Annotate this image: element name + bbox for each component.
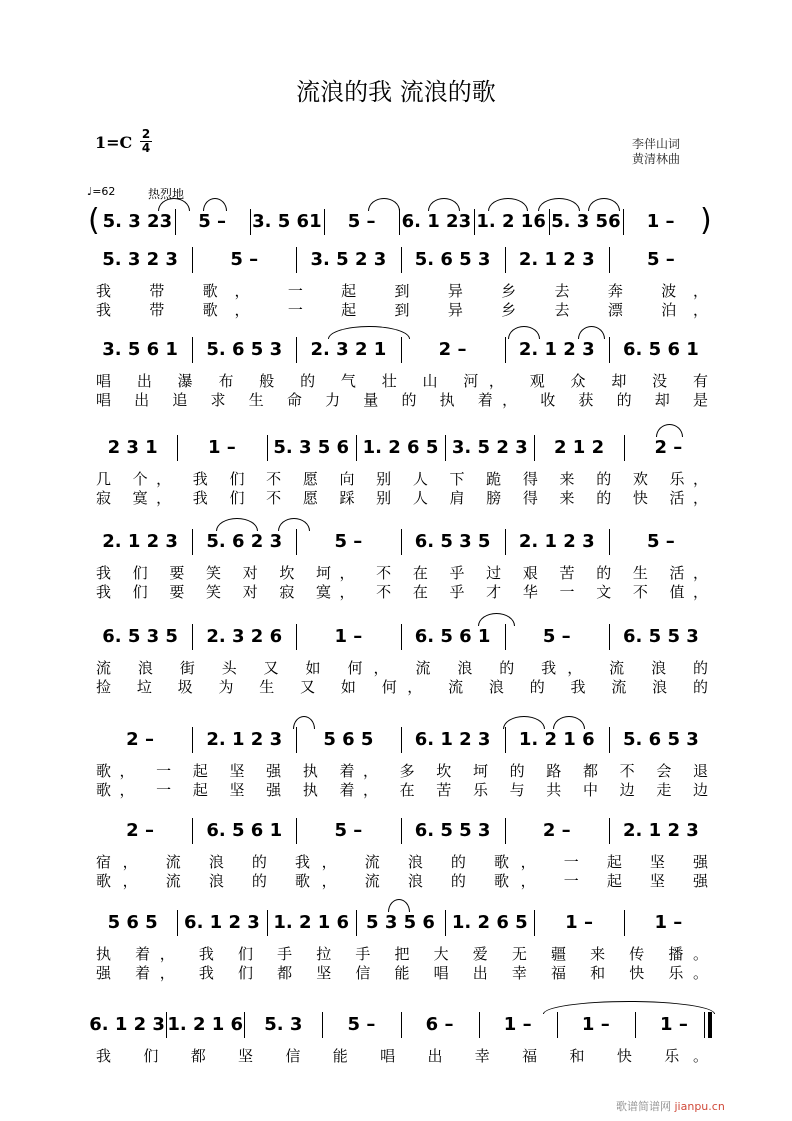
lyric-line: 宿， 流 浪 的 我， 流 浪 的 歌， 一 起 坚 强 (96, 853, 708, 871)
watermark-cn: 歌谱简谱网 (616, 1100, 671, 1113)
slur-mark (216, 518, 258, 531)
credits (632, 137, 680, 167)
barline (267, 910, 268, 936)
barline (356, 910, 357, 936)
lyric-line: 歌， 一 起 坚 强 执 着， 多 坎 坷 的 路 都 不 会 退 (96, 762, 708, 780)
barline (609, 727, 610, 753)
measure: 5. 3 5 6 (273, 437, 350, 458)
barline (505, 727, 506, 753)
score-row (88, 433, 713, 513)
measure: 6. 5 6 1 (206, 820, 283, 841)
barline (192, 818, 193, 844)
measure: 6. 5 5 3 (414, 820, 491, 841)
slur-mark (203, 198, 227, 211)
barline (401, 1012, 402, 1038)
watermark (616, 1098, 725, 1114)
note-line (88, 1010, 713, 1040)
barline (192, 337, 193, 363)
barline (401, 727, 402, 753)
measure: 5 – (334, 531, 363, 552)
barline (505, 624, 506, 650)
lyric-line: 歌， 流 浪 的 歌， 流 浪 的 歌， 一 起 坚 强 (96, 872, 708, 890)
barline (177, 910, 178, 936)
repeat-open-paren: ( (88, 203, 100, 238)
slur-mark (428, 198, 460, 211)
slur-mark (508, 326, 540, 339)
barline (296, 624, 297, 650)
lyric-line: 执 着， 我 们 手 拉 手 把 大 爱 无 疆 来 传 播。 (96, 945, 708, 963)
final-barline-thin (704, 1012, 705, 1038)
score-row (88, 908, 713, 988)
barline (296, 818, 297, 844)
measure: 5. 6 2 3 (206, 531, 283, 552)
barline (624, 910, 625, 936)
barline (557, 1012, 558, 1038)
slur-mark (553, 716, 585, 729)
measure: 6. 5 6 1 (623, 339, 699, 360)
measure: 1. 2 16 (476, 211, 546, 232)
measure: 6. 5 3 5 (102, 626, 178, 647)
measure: 2. 1 2 3 (623, 820, 699, 841)
barline (624, 435, 625, 461)
measure: 5 – (230, 249, 259, 270)
slur-mark (543, 1001, 715, 1014)
slur-mark (328, 326, 410, 339)
lyric-line: 流 浪 街 头 又 如 何， 流 浪 的 我， 流 浪 的 (96, 659, 708, 677)
page-title: 流浪的我 流浪的歌 (296, 78, 496, 106)
measure: 5 – (647, 531, 675, 552)
note-line (88, 335, 713, 365)
measure: 1 – (660, 1014, 688, 1035)
barline (177, 435, 178, 461)
lyric-line: 我 们 要 笑 对 坎 坷， 不 在 乎 过 艰 苦 的 生 活， (96, 564, 708, 582)
measure: 3. 5 61 (252, 211, 322, 232)
measure: 2. 1 2 3 (518, 249, 595, 270)
lyric-line: 我 带 歌， 一 起 到 异 乡 去 奔 波， (96, 282, 708, 300)
measure: 6. 1 2 3 (414, 729, 491, 750)
barline (324, 209, 325, 235)
measure: 5. 6 5 3 (206, 339, 283, 360)
measure: 1. 2 6 5 (451, 912, 528, 933)
composer: 黄清林曲 (632, 152, 681, 166)
barline (534, 910, 535, 936)
expression-marking: 热烈地 (148, 187, 185, 201)
barline (192, 529, 193, 555)
lyric-line: 我 们 要 笑 对 寂 寞， 不 在 乎 才 华 一 文 不 值， (96, 583, 708, 601)
barline (356, 435, 357, 461)
note-line (88, 622, 713, 652)
measure: 6. 1 23 (401, 211, 472, 232)
measure: 1 – (654, 912, 683, 933)
barline (401, 624, 402, 650)
barline (296, 529, 297, 555)
measure: 5 – (334, 820, 363, 841)
measure: 5 6 5 (107, 912, 158, 933)
barline (609, 624, 610, 650)
measure: 6. 1 2 3 (184, 912, 260, 933)
measure: 6. 1 2 3 (89, 1014, 165, 1035)
barline (534, 435, 535, 461)
slur-mark (368, 198, 400, 211)
tempo-marking: ♩=62 (87, 185, 116, 198)
score-row (88, 816, 713, 896)
measure: 5. 3 56 (551, 211, 621, 232)
barline (609, 337, 610, 363)
score-row (88, 622, 713, 702)
measure: 3. 5 2 3 (310, 249, 387, 270)
barline (505, 247, 506, 273)
barline (322, 1012, 323, 1038)
barline (296, 337, 297, 363)
measure: 5. 3 2 3 (102, 249, 178, 270)
measure: 5 – (347, 211, 376, 232)
measure: 3. 5 6 1 (102, 339, 178, 360)
score-row (88, 245, 713, 325)
measure: 3. 5 2 3 (451, 437, 528, 458)
lyric-line: 我 带 歌， 一 起 到 异 乡 去 漂 泊， (96, 301, 708, 319)
barline (192, 727, 193, 753)
barline (192, 624, 193, 650)
measure: 5 – (347, 1014, 376, 1035)
score-row (88, 1010, 713, 1090)
barline (635, 1012, 636, 1038)
note-line (88, 245, 713, 275)
barline (549, 209, 550, 235)
slur-mark (293, 716, 315, 729)
lyric-line: 我 们 都 坚 信 能 唱 出 幸 福 和 快 乐。 (96, 1047, 708, 1065)
barline (401, 247, 402, 273)
key-signature: 1=C (95, 133, 133, 152)
measure: 2. 3 2 6 (206, 626, 283, 647)
measure: 2. 3 2 1 (310, 339, 387, 360)
measure: 1 – (646, 211, 675, 232)
barline (401, 818, 402, 844)
slur-mark (538, 198, 580, 211)
slur-mark (388, 899, 410, 912)
lyric-line: 捡 垃 圾 为 生 又 如 何， 流 浪 的 我 流 浪 的 (96, 678, 708, 696)
measure: 1 – (334, 626, 363, 647)
measure: 2 – (542, 820, 571, 841)
barline (505, 818, 506, 844)
barline (445, 435, 446, 461)
barline (609, 247, 610, 273)
measure: 6. 5 3 5 (414, 531, 491, 552)
slur-mark (488, 198, 528, 211)
measure: 2 3 1 (107, 437, 158, 458)
barline (505, 529, 506, 555)
measure: 5 – (198, 211, 227, 232)
measure: 2. 1 2 3 (102, 531, 178, 552)
measure: 1 – (503, 1014, 532, 1035)
barline (623, 209, 624, 235)
barline (401, 529, 402, 555)
measure: 6 – (425, 1014, 454, 1035)
slur-mark (503, 716, 545, 729)
measure: 2 1 2 (554, 437, 605, 458)
measure: 2. 1 2 3 (518, 531, 595, 552)
watermark-site: jianpu.cn (674, 1100, 725, 1113)
measure: 6. 5 6 1 (414, 626, 491, 647)
slur-mark (588, 198, 620, 211)
note-line (88, 725, 713, 755)
measure: 6. 5 5 3 (623, 626, 699, 647)
barline (244, 1012, 245, 1038)
barline (505, 337, 506, 363)
measure: 5 – (647, 249, 675, 270)
measure: 1. 2 1 6 (518, 729, 595, 750)
slur-mark (656, 424, 683, 437)
barline (192, 247, 193, 273)
barline (250, 209, 251, 235)
measure: 2 – (126, 820, 154, 841)
measure: 2 – (438, 339, 467, 360)
measure: 1. 2 6 5 (362, 437, 439, 458)
measure: 5 3 5 6 (366, 912, 435, 933)
barline (401, 337, 402, 363)
lyric-line: 强 着， 我 们 都 坚 信 能 唱 出 幸 福 和 快 乐。 (96, 964, 708, 982)
note-line (88, 816, 713, 846)
lyric-line: 歌， 一 起 坚 强 执 着， 在 苦 乐 与 共 中 边 走 边 (96, 781, 708, 799)
barline (267, 435, 268, 461)
barline (479, 1012, 480, 1038)
note-line (88, 433, 713, 463)
barline (609, 529, 610, 555)
barline (166, 1012, 167, 1038)
lyric-line: 几 个， 我 们 不 愿 向 别 人 下 跪 得 来 的 欢 乐， (96, 470, 708, 488)
measure: 5. 6 5 3 (414, 249, 491, 270)
barline (296, 247, 297, 273)
barline (296, 727, 297, 753)
lyricist: 李伴山词 (632, 137, 681, 151)
measure: 2 – (654, 437, 683, 458)
measure: 5. 6 5 3 (623, 729, 699, 750)
slur-mark (278, 518, 310, 531)
slur-mark (578, 326, 605, 339)
final-barline-thick (708, 1012, 712, 1038)
measure: 1. 2 1 6 (273, 912, 350, 933)
measure: 1. 2 1 6 (167, 1014, 244, 1035)
measure: 1 – (565, 912, 593, 933)
measure: 2. 1 2 3 (206, 729, 283, 750)
measure: 5 6 5 (323, 729, 374, 750)
score-row (88, 527, 713, 607)
measure: 1 – (208, 437, 236, 458)
time-signature-top: 2 (141, 127, 151, 141)
score-row (88, 725, 713, 805)
measure: 5. 3 (264, 1014, 303, 1035)
barline (474, 209, 475, 235)
barline (399, 209, 400, 235)
time-signature (140, 128, 152, 155)
measure: 1 – (581, 1014, 610, 1035)
barline (609, 818, 610, 844)
barline (175, 209, 176, 235)
time-signature-bottom: 4 (141, 141, 151, 155)
measure: 2 – (126, 729, 154, 750)
note-line (88, 203, 713, 238)
note-line (88, 908, 713, 938)
measure: 5. 3 23 (102, 211, 173, 232)
lyric-line: 唱 出 瀑 布 般 的 气 壮 山 河， 观 众 却 没 有 (96, 372, 708, 390)
lyric-line: 唱 出 追 求 生 命 力 量 的 执 着， 收 获 的 却 是 (96, 391, 708, 409)
barline (445, 910, 446, 936)
score-row (88, 335, 713, 415)
measure: 2. 1 2 3 (518, 339, 595, 360)
note-line (88, 527, 713, 557)
measure: 5 – (542, 626, 571, 647)
slur-mark (478, 613, 515, 626)
lyric-line: 寂 寞， 我 们 不 愿 踩 别 人 肩 膀 得 来 的 快 活， (96, 489, 708, 507)
repeat-close-paren: ) (700, 203, 712, 238)
